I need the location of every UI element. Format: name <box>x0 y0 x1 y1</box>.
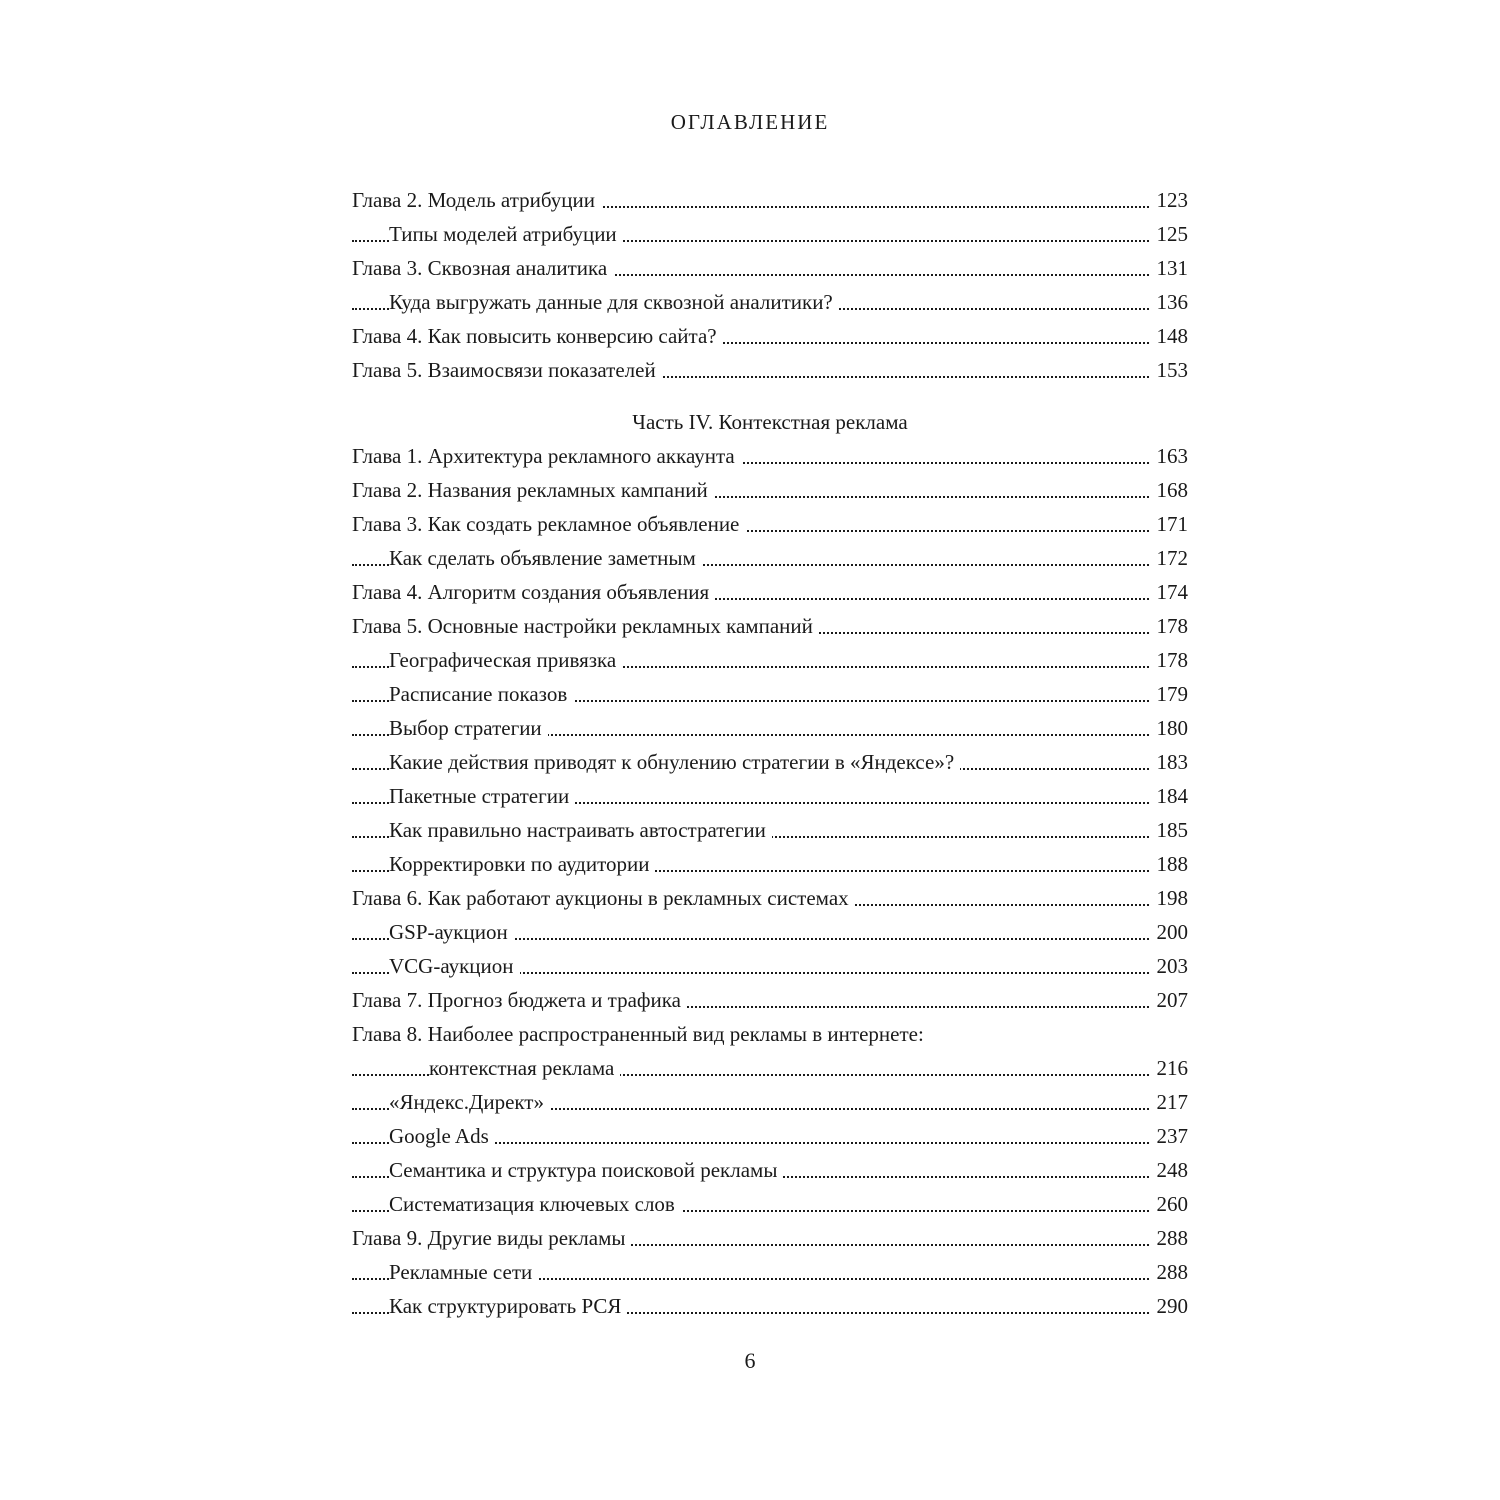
table-of-contents <box>352 183 1188 1323</box>
toc-entry-continuation[interactable] <box>352 1051 1188 1085</box>
toc-entry-title: Глава 2. Модель атрибуции <box>352 188 601 212</box>
toc-entry-title: Глава 3. Как создать рекламное объявление <box>352 512 745 536</box>
toc-page-number: 171 <box>1151 507 1189 541</box>
toc-entry-title: Куда выгружать данные для сквозной аналитики? <box>389 290 839 314</box>
toc-subentry[interactable] <box>352 1289 1188 1323</box>
toc-page-number: 288 <box>1151 1221 1189 1255</box>
toc-page-number: 237 <box>1151 1119 1189 1153</box>
toc-page-number: 125 <box>1151 217 1189 251</box>
toc-subentry[interactable] <box>352 1153 1188 1187</box>
toc-entry-title: Как правильно настраивать автостратегии <box>389 818 772 842</box>
toc-entry-title: Систематизация ключевых слов <box>389 1192 681 1216</box>
running-head: ОГЛАВЛЕНИЕ <box>670 110 830 134</box>
toc-subentry[interactable] <box>352 745 1188 779</box>
toc-page-number: 123 <box>1151 183 1189 217</box>
toc-page-number: 136 <box>1151 285 1189 319</box>
toc-entry-title: Глава 5. Основные настройки рекламных кампаний <box>352 614 819 638</box>
toc-entry-title: Выбор стратегии <box>389 716 548 740</box>
toc-page-number: 203 <box>1151 949 1189 983</box>
toc-page-number: 174 <box>1151 575 1189 609</box>
toc-page-number: 216 <box>1151 1051 1189 1085</box>
toc-subentry[interactable] <box>352 915 1188 949</box>
page-number: 6 <box>744 1348 756 1373</box>
toc-subentry[interactable] <box>352 217 1188 251</box>
toc-entry-title: Глава 3. Сквозная аналитика <box>352 256 613 280</box>
toc-subentry[interactable] <box>352 1119 1188 1153</box>
toc-entry-title: Google Ads <box>389 1124 495 1148</box>
toc-entry[interactable] <box>352 183 1188 217</box>
toc-page-number: 178 <box>1151 609 1189 643</box>
toc-entry-title: Рекламные сети <box>389 1260 538 1284</box>
toc-page-number: 184 <box>1151 779 1189 813</box>
toc-entry-title: Типы моделей атрибуции <box>389 222 623 246</box>
toc-page-number: 153 <box>1151 353 1189 387</box>
toc-subentry[interactable] <box>352 847 1188 881</box>
toc-entry-title-continuation: контекстная реклама <box>429 1056 620 1080</box>
toc-subentry[interactable] <box>352 813 1188 847</box>
toc-entry[interactable] <box>352 353 1188 387</box>
toc-entry[interactable] <box>352 881 1188 915</box>
toc-page-number: 183 <box>1151 745 1189 779</box>
toc-page-number: 248 <box>1151 1153 1189 1187</box>
toc-entry-title: Глава 4. Как повысить конверсию сайта? <box>352 324 723 348</box>
toc-page-number: 148 <box>1151 319 1189 353</box>
toc-entry[interactable] <box>352 473 1188 507</box>
toc-entry[interactable] <box>352 507 1188 541</box>
toc-subentry[interactable] <box>352 711 1188 745</box>
toc-entry-title: VCG-аукцион <box>389 954 520 978</box>
toc-page-number: 185 <box>1151 813 1189 847</box>
toc-page-number: 207 <box>1151 983 1189 1017</box>
toc-entry[interactable] <box>352 439 1188 473</box>
toc-page-number: 131 <box>1151 251 1189 285</box>
toc-subentry[interactable] <box>352 779 1188 813</box>
toc-page-number: 217 <box>1151 1085 1189 1119</box>
toc-entry[interactable] <box>352 575 1188 609</box>
toc-subentry[interactable] <box>352 949 1188 983</box>
toc-subentry[interactable] <box>352 541 1188 575</box>
toc-page-number: 163 <box>1151 439 1189 473</box>
toc-entry[interactable] <box>352 983 1188 1017</box>
toc-entry-title: Семантика и структура поисковой рекламы <box>389 1158 783 1182</box>
toc-page-number: 188 <box>1151 847 1189 881</box>
toc-entry-title: Глава 9. Другие виды рекламы <box>352 1226 631 1250</box>
toc-entry-title: Глава 4. Алгоритм создания объявления <box>352 580 715 604</box>
toc-entry[interactable] <box>352 251 1188 285</box>
toc-subentry[interactable] <box>352 285 1188 319</box>
toc-entry-title: Глава 7. Прогноз бюджета и трафика <box>352 988 687 1012</box>
toc-subentry[interactable] <box>352 677 1188 711</box>
toc-entry-title: Корректировки по аудитории <box>389 852 655 876</box>
toc-page-number: 179 <box>1151 677 1189 711</box>
toc-entry-title: Глава 5. Взаимосвязи показателей <box>352 358 662 382</box>
toc-page-number: 200 <box>1151 915 1189 949</box>
toc-entry-title: GSP-аукцион <box>389 920 514 944</box>
toc-entry[interactable] <box>352 609 1188 643</box>
toc-entry-title: Как структурировать РСЯ <box>389 1294 627 1318</box>
toc-entry-title: «Яндекс.Директ» <box>389 1090 550 1114</box>
toc-subentry[interactable] <box>352 1085 1188 1119</box>
toc-subentry[interactable] <box>352 1255 1188 1289</box>
toc-entry-title: Какие действия приводят к обнулению стратегии в «Яндексе»? <box>389 750 960 774</box>
toc-entry-title: Глава 8. Наиболее распространенный вид рекламы в интернете: <box>352 1022 930 1046</box>
toc-entry-title: Глава 6. Как работают аукционы в рекламных системах <box>352 886 855 910</box>
toc-page-number: 290 <box>1151 1289 1189 1323</box>
toc-part-heading <box>352 405 1188 439</box>
toc-page-number: 178 <box>1151 643 1189 677</box>
toc-entry-title: Как сделать объявление заметным <box>389 546 702 570</box>
toc-entry[interactable] <box>352 319 1188 353</box>
toc-page-number: 288 <box>1151 1255 1189 1289</box>
toc-page-number: 180 <box>1151 711 1189 745</box>
toc-subentry[interactable] <box>352 643 1188 677</box>
toc-entry[interactable] <box>352 1017 1188 1051</box>
toc-entry-title: Пакетные стратегии <box>389 784 575 808</box>
toc-page-number: 172 <box>1151 541 1189 575</box>
toc-entry-title: Глава 2. Названия рекламных кампаний <box>352 478 714 502</box>
toc-subentry[interactable] <box>352 1187 1188 1221</box>
toc-page-number: 260 <box>1151 1187 1189 1221</box>
toc-entry-title: Географическая привязка <box>389 648 622 672</box>
toc-page-number: 168 <box>1151 473 1189 507</box>
toc-page-number: 198 <box>1151 881 1189 915</box>
toc-entry[interactable] <box>352 1221 1188 1255</box>
toc-part-title: Часть IV. Контекстная реклама <box>632 410 908 434</box>
toc-entry-title: Расписание показов <box>389 682 573 706</box>
toc-entry-title: Глава 1. Архитектура рекламного аккаунта <box>352 444 741 468</box>
